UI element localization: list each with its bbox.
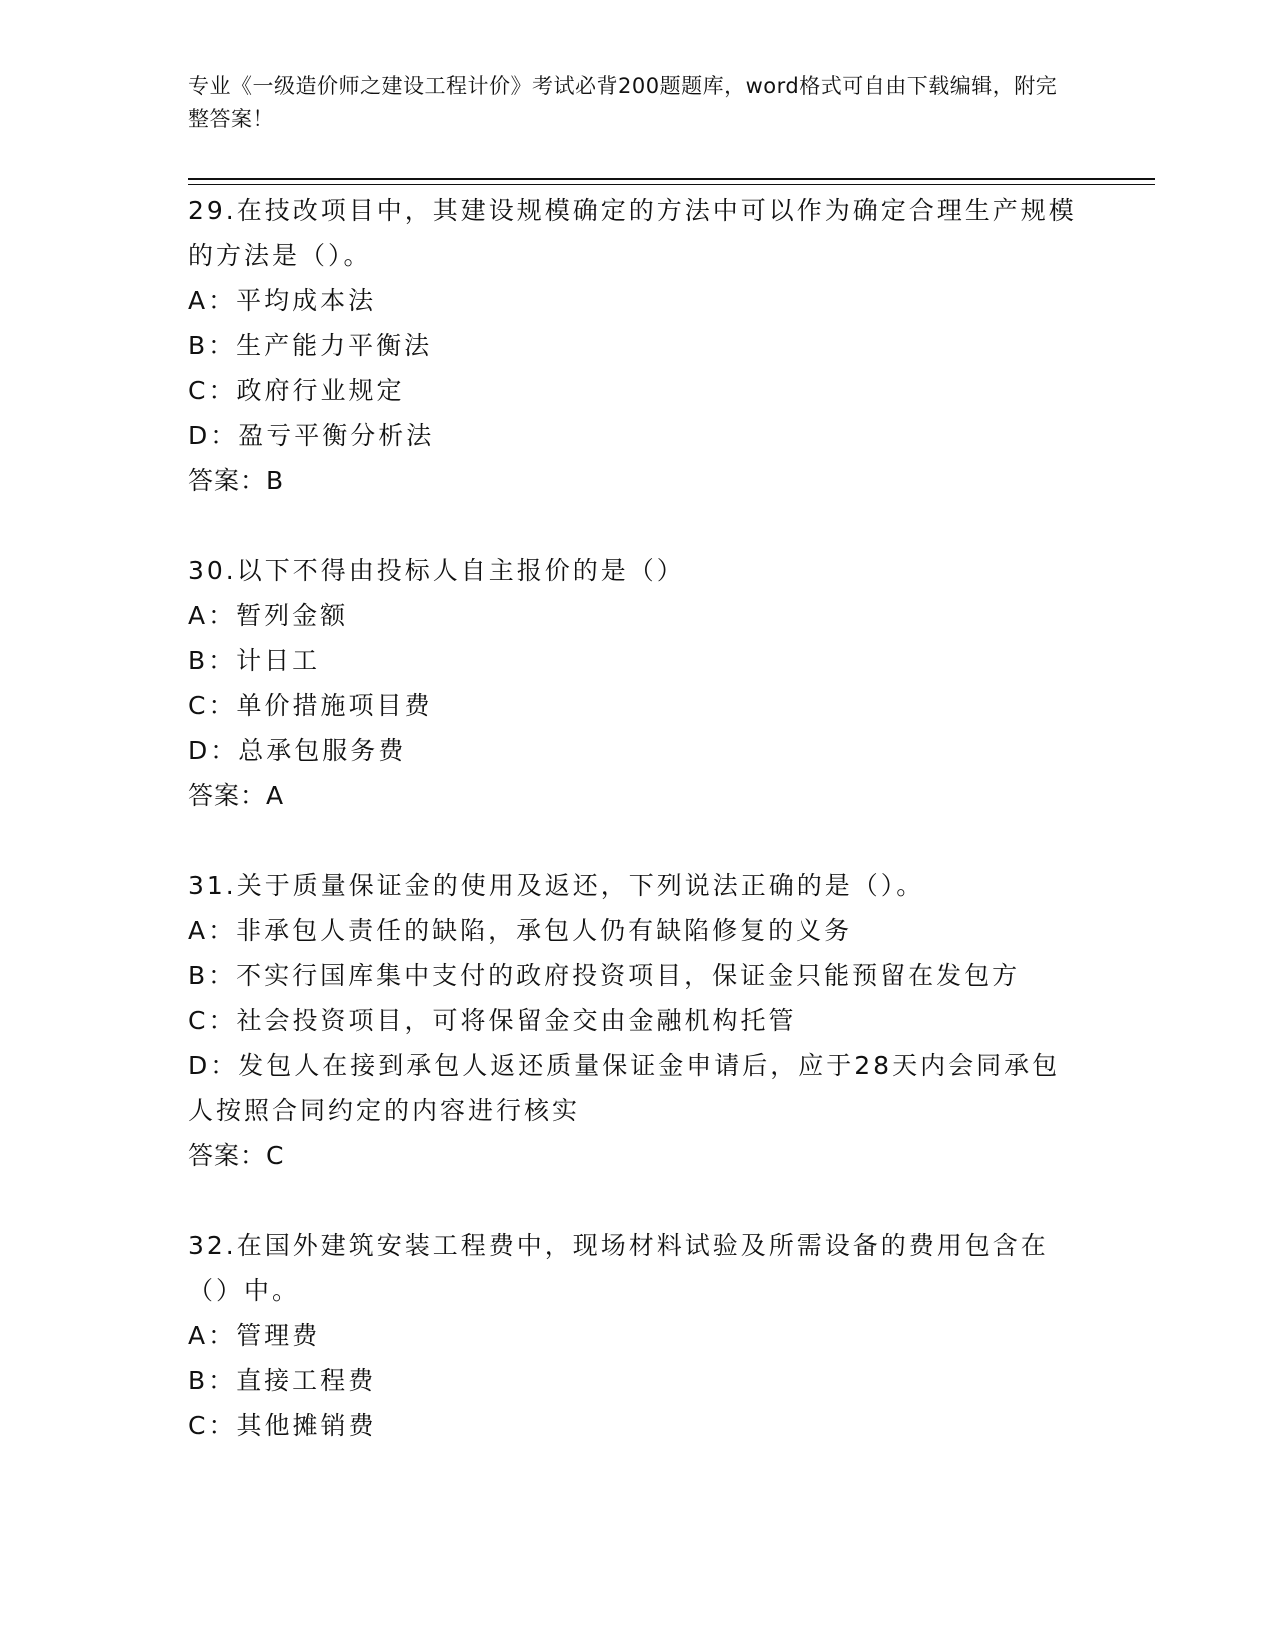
option-b: B：生产能力平衡法 [188, 331, 433, 360]
option-d: D：盈亏平衡分析法 [188, 421, 435, 450]
question-list [188, 188, 1088, 1493]
document-header: 专业《一级造价师之建设工程计价》考试必背200题题库，word格式可自由下载编辑，附完整答案！ [188, 74, 1058, 131]
question-text: 29.在技改项目中，其建设规模确定的方法中可以作为确定合理生产规模的方法是（）。 [188, 196, 1077, 270]
question-32 [188, 1223, 1088, 1448]
option-b: B：计日工 [188, 646, 321, 675]
option-c: C：单价措施项目费 [188, 691, 433, 720]
option-c: C：其他摊销费 [188, 1411, 377, 1440]
option-a: A：管理费 [188, 1321, 321, 1350]
option-d: D：总承包服务费 [188, 736, 407, 765]
answer-text: 答案：A [188, 781, 285, 810]
question-29 [188, 188, 1088, 503]
option-c: C：政府行业规定 [188, 376, 405, 405]
answer-text: 答案：C [188, 1141, 285, 1170]
option-c: C：社会投资项目，可将保留金交由金融机构托管 [188, 1006, 797, 1035]
question-text: 30.以下不得由投标人自主报价的是（） [188, 556, 685, 585]
header-divider-thick [188, 178, 1155, 180]
answer-text: 答案：B [188, 466, 285, 495]
option-a: A：平均成本法 [188, 286, 377, 315]
option-b: B：不实行国库集中支付的政府投资项目，保证金只能预留在发包方 [188, 961, 1021, 990]
header-divider-thin [188, 184, 1155, 185]
question-31 [188, 863, 1088, 1178]
option-d: D：发包人在接到承包人返还质量保证金申请后，应于28天内会同承包人按照合同约定的内容进行核实 [188, 1051, 1061, 1125]
question-text: 31.关于质量保证金的使用及返还，下列说法正确的是（）。 [188, 871, 925, 900]
option-a: A：非承包人责任的缺陷，承包人仍有缺陷修复的义务 [188, 916, 853, 945]
option-a: A：暂列金额 [188, 601, 349, 630]
question-30 [188, 548, 1088, 818]
question-text: 32.在国外建筑安装工程费中，现场材料试验及所需设备的费用包含在（）中。 [188, 1231, 1049, 1305]
option-b: B：直接工程费 [188, 1366, 377, 1395]
